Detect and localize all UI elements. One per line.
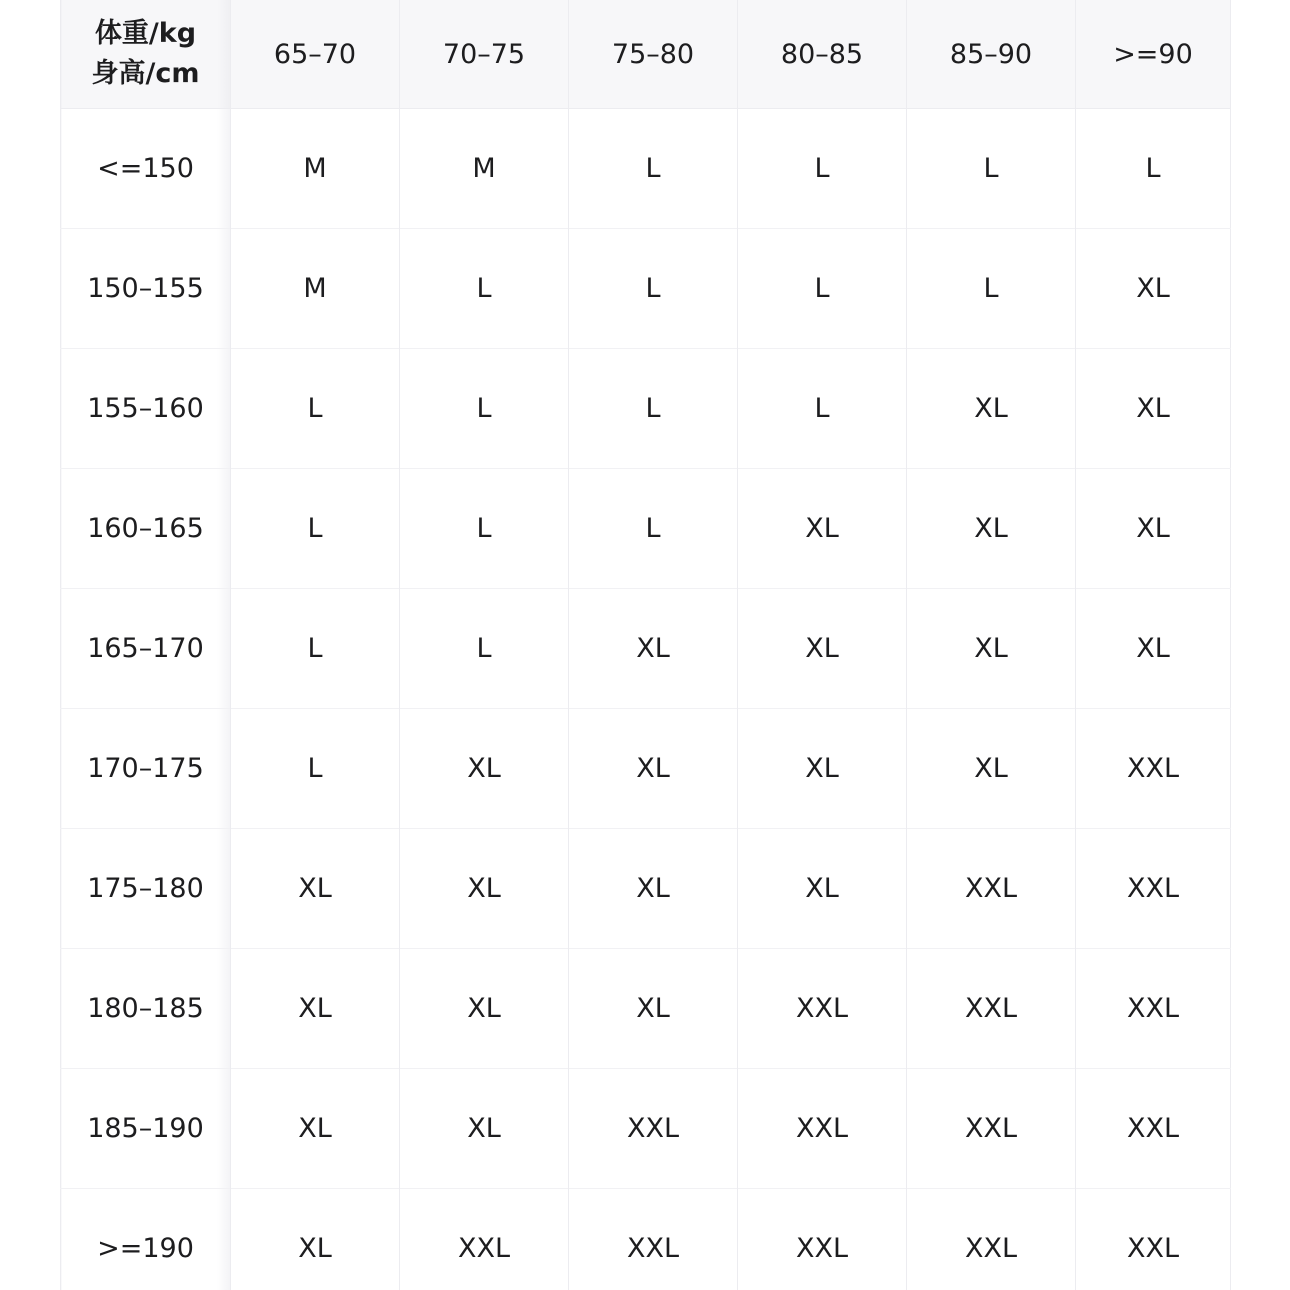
size-cell: XL [400,949,569,1069]
size-cell: XXL [569,1069,738,1189]
weight-range-header: 85–90 [907,0,1076,109]
table-row [61,1189,1231,1290]
table-row [61,109,1231,229]
size-cell: L [400,349,569,469]
size-cell: L [231,349,400,469]
height-range-cell: 180–185 [61,949,231,1069]
size-cell: L [738,109,907,229]
weight-range-header: 80–85 [738,0,907,109]
size-cell: L [569,469,738,589]
size-cell: XL [907,349,1076,469]
size-cell: XXL [1076,709,1231,829]
height-range-cell: 170–175 [61,709,231,829]
size-cell: L [231,469,400,589]
height-range-cell: 165–170 [61,589,231,709]
corner-header [61,0,231,109]
size-cell: XL [400,1069,569,1189]
height-range-cell: 150–155 [61,229,231,349]
size-cell: L [231,709,400,829]
size-cell: XXL [400,1189,569,1290]
table-row [61,589,1231,709]
size-cell: L [1076,109,1231,229]
size-cell: XL [1076,469,1231,589]
size-cell: XL [231,1189,400,1290]
size-cell: M [231,229,400,349]
size-cell: XL [569,589,738,709]
table-row [61,1069,1231,1189]
size-cell: L [569,229,738,349]
size-cell: XL [569,709,738,829]
table-row [61,949,1231,1069]
size-cell: XXL [738,1069,907,1189]
size-cell: XL [738,469,907,589]
size-cell: XL [231,1069,400,1189]
size-cell: L [738,229,907,349]
size-cell: XL [1076,589,1231,709]
size-cell: L [231,589,400,709]
size-cell: XL [738,709,907,829]
corner-weight-label: 体重/kg [94,18,197,49]
size-cell: XXL [738,1189,907,1290]
size-cell: XL [569,829,738,949]
table-row [61,229,1231,349]
size-cell: XL [400,829,569,949]
size-cell: L [400,469,569,589]
table-row [61,469,1231,589]
table-row [61,349,1231,469]
size-cell: L [400,229,569,349]
size-chart-table [60,0,1231,1290]
size-cell: L [569,349,738,469]
size-cell: XXL [1076,829,1231,949]
table-row [61,709,1231,829]
size-cell: L [907,229,1076,349]
size-cell: XXL [907,949,1076,1069]
size-cell: XXL [1076,1189,1231,1290]
weight-range-header: 75–80 [569,0,738,109]
size-cell: XL [1076,349,1231,469]
size-cell: XL [400,709,569,829]
height-range-cell: 185–190 [61,1069,231,1189]
size-cell: XL [738,829,907,949]
size-cell: XL [569,949,738,1069]
size-cell: XXL [907,1069,1076,1189]
size-cell: M [400,109,569,229]
size-cell: XXL [907,1189,1076,1290]
size-cell: M [231,109,400,229]
weight-range-header: 70–75 [400,0,569,109]
size-cell: XL [907,709,1076,829]
size-cell: XL [231,829,400,949]
size-cell: L [400,589,569,709]
height-range-cell: 155–160 [61,349,231,469]
size-cell: XL [738,589,907,709]
size-cell: L [907,109,1076,229]
height-range-cell: 160–165 [61,469,231,589]
height-range-cell: >=190 [61,1189,231,1290]
size-chart-body [61,109,1231,1290]
size-cell: XXL [1076,1069,1231,1189]
size-cell: L [569,109,738,229]
weight-range-header: 65–70 [231,0,400,109]
size-chart-header [61,0,1231,109]
header-row [61,0,1231,109]
weight-range-header: >=90 [1076,0,1231,109]
table-row [61,829,1231,949]
size-cell: L [738,349,907,469]
size-cell: XXL [907,829,1076,949]
size-cell: XL [907,469,1076,589]
size-cell: XL [1076,229,1231,349]
corner-height-label: 身高/cm [91,58,200,89]
size-cell: XXL [738,949,907,1069]
size-cell: XL [907,589,1076,709]
size-cell: XXL [1076,949,1231,1069]
size-cell: XXL [569,1189,738,1290]
size-cell: XL [231,949,400,1069]
height-range-cell: 175–180 [61,829,231,949]
height-range-cell: <=150 [61,109,231,229]
